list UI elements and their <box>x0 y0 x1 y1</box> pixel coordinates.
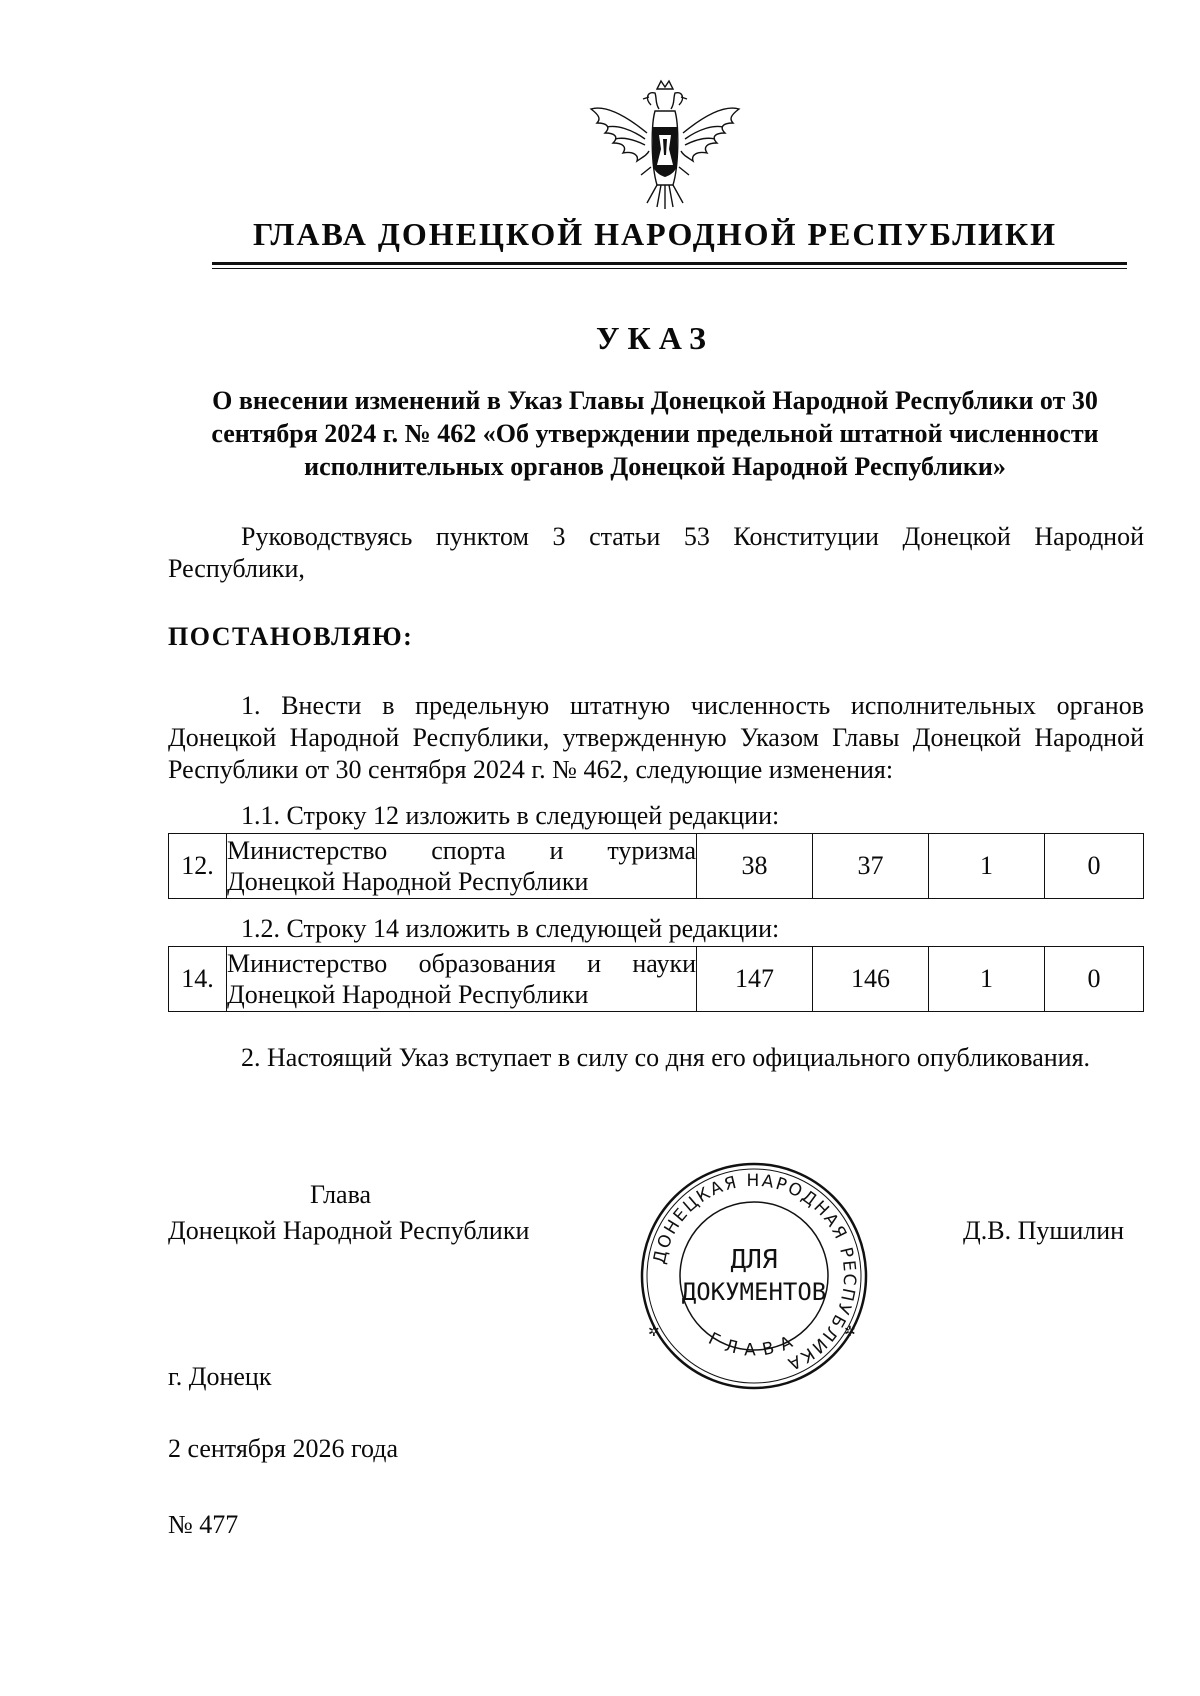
preamble: Руководствуясь пунктом 3 статьи 53 Конституции Донецкой Народной Республики, <box>168 522 1144 583</box>
row-value-3: 1 <box>929 834 1045 899</box>
signing-date: 2 сентября 2026 года <box>168 1434 399 1463</box>
seal-bottom-text: ГЛАВА <box>705 1328 803 1361</box>
row-value-4: 0 <box>1045 947 1144 1012</box>
subitem-1-1: 1.1. Строку 12 изложить в следующей редакции: <box>241 801 780 830</box>
seal-ring-text: ДОНЕЦКАЯ НАРОДНАЯ РЕСПУБЛИКА <box>649 1170 860 1375</box>
table-row-12 <box>168 833 1144 899</box>
seal-center-line1: ДЛЯ <box>730 1245 778 1275</box>
row-value-1: 38 <box>697 834 813 899</box>
place-of-signing: г. Донецк <box>168 1362 272 1391</box>
row-value-3: 1 <box>929 947 1045 1012</box>
coat-of-arms-emblem <box>585 75 745 215</box>
subitem-1-2: 1.2. Строку 14 изложить в следующей редакции: <box>241 914 780 943</box>
document-subject: О внесении изменений в Указ Главы Донецкой Народной Республики от 30 сентября 2024 г. № 462 «Об утверждении предельной штатной численности исполнительных органов Донецкой Народной Республики» <box>211 386 1099 481</box>
signatory-title: Глава <box>310 1180 372 1209</box>
row-value-2: 37 <box>813 834 929 899</box>
row-body-name-line2: Донецкой Народной Республики <box>227 867 589 896</box>
row-value-4: 0 <box>1045 834 1144 899</box>
row-number: 14. <box>169 947 227 1012</box>
document-type: УКАЗ <box>596 320 714 356</box>
signatory-organization: Донецкой Народной Республики <box>168 1216 530 1245</box>
table-row-14 <box>168 946 1144 1012</box>
row-body-name <box>227 947 697 1012</box>
row-body-name-line1: Министерство образования и науки <box>227 949 696 978</box>
row-value-1: 147 <box>697 947 813 1012</box>
row-value-2: 146 <box>813 947 929 1012</box>
decree-word: ПОСТАНОВЛЯЮ: <box>168 622 414 651</box>
seal-center-line2: ДОКУМЕНТОВ <box>681 1278 827 1306</box>
svg-text:✲: ✲ <box>648 1324 660 1340</box>
item-1: 1. Внести в предельную штатную численность исполнительных органов Донецкой Народной Республики, утвержденную Указом Главы Донецкой Народной Республики от 30 сентября 2024 г. № 462, следующие изменения: <box>168 691 1144 784</box>
row-number: 12. <box>169 834 227 899</box>
row-body-name <box>227 834 697 899</box>
row-body-name-line1: Министерство спорта и туризма <box>227 836 696 865</box>
issuer-title: ГЛАВА ДОНЕЦКОЙ НАРОДНОЙ РЕСПУБЛИКИ <box>252 216 1058 252</box>
signatory-name: Д.В. Пушилин <box>963 1216 1125 1245</box>
svg-text:✲: ✲ <box>844 1324 856 1340</box>
item-2: 2. Настоящий Указ вступает в силу со дня его официального опубликования. <box>241 1043 1091 1072</box>
header-double-rule <box>212 262 1127 270</box>
document-number: № 477 <box>168 1510 239 1539</box>
row-body-name-line2: Донецкой Народной Республики <box>227 980 589 1009</box>
official-seal-stamp <box>638 1160 870 1392</box>
